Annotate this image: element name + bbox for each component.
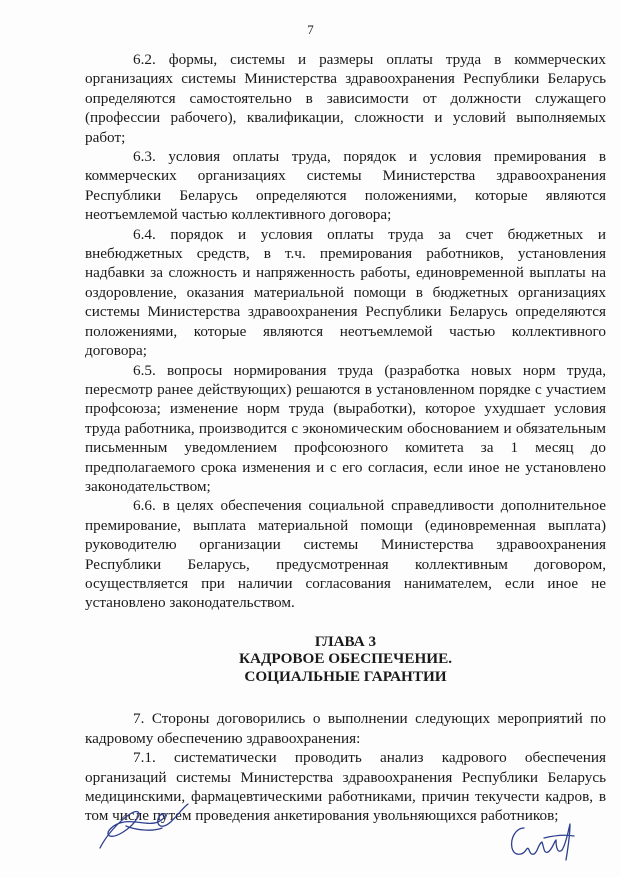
paragraph-7-1: 7.1. систематически проводить анализ кадрового обеспечения организаций системы Министерства здравоохранения Республики Беларусь медицинскими, фармацевтическими работниками, причин текучести кадров, в том числе путем проведения анкетирования увольняющихся работников;	[85, 749, 606, 825]
document-body	[85, 50, 606, 826]
paragraph-7: 7. Стороны договорились о выполнении следующих мероприятий по кадровому обеспечению здравоохранения:	[85, 710, 606, 747]
signature-left	[96, 796, 206, 856]
page-number: 7	[307, 22, 314, 37]
paragraph-6-4: 6.4. порядок и условия оплаты труда за счет бюджетных и внебюджетных средств, в т.ч. премирования работников, установления надбавки за сложность и напряженность работы, единовременной выплаты на оздоровление, оказания материальной помощи в бюджетных организациях системы Министерства здравоохранения Республики Беларусь определяются положениями, которые являются неотъемлемой частью коллективного договора;	[85, 225, 606, 360]
signature-right	[504, 814, 584, 864]
chapter-heading	[85, 633, 606, 686]
paragraph-6-6: 6.6. в целях обеспечения социальной справедливости дополнительное премирование, выплата материальной помощи (единовременная выплата) руководителю организации системы Министерства здравоохранения Республики Беларусь, предусмотренная коллективным договором, осуществляется при наличии согласования нанимателем, если иное не установлено законодательством.	[85, 497, 606, 612]
paragraph-6-2: 6.2. формы, системы и размеры оплаты труда в коммерческих организациях системы Министерства здравоохранения Республики Беларусь определяются самостоятельно в зависимости от должности служащего (профессии рабочего), квалификации, сложности и условий выполняемых работ;	[85, 51, 606, 146]
chapter-title-line-1: КАДРОВОЕ ОБЕСПЕЧЕНИЕ.	[238, 650, 453, 668]
paragraph-6-3: 6.3. условия оплаты труда, порядок и условия премирования в коммерческих организациях системы Министерства здравоохранения Республики Беларусь определяются положениями, которые являются неотъемлемой частью коллективного договора;	[85, 148, 606, 224]
chapter-title-line-2: СОЦИАЛЬНЫЕ ГАРАНТИИ	[244, 667, 447, 685]
paragraph-6-5: 6.5. вопросы нормирования труда (разработка новых норм труда, пересмотр ранее действующих) решаются в установленном порядке с участием профсоюза; изменение норм труда (выработки), которое ухудшает условия труда работника, производится с экономическим обоснованием и обязательным письменным уведомлением профсоюзного комитета за 1 месяц до предполагаемого срока изменения и с его согласия, если иное не установлено законодательством;	[85, 361, 606, 495]
chapter-number: ГЛАВА 3	[314, 632, 377, 650]
